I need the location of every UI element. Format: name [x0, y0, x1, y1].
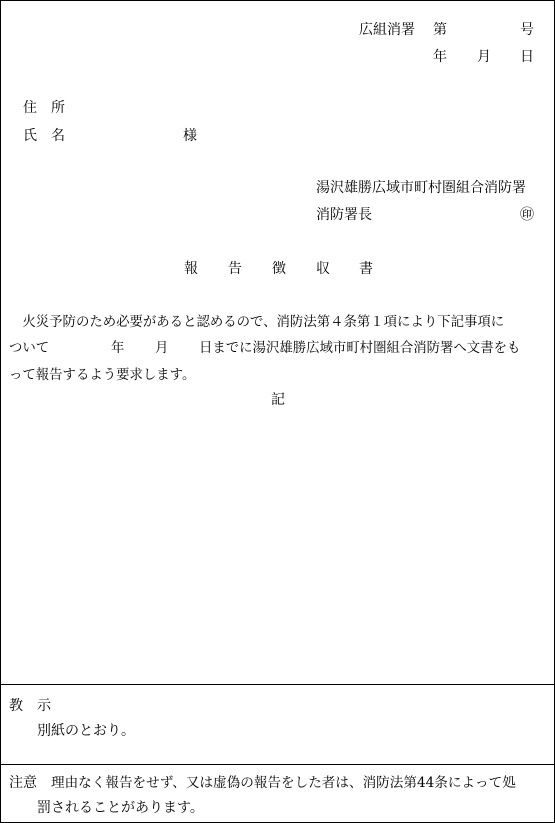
ki-mark: 記: [271, 392, 285, 408]
instruction-text: 別紙のとおり。: [37, 723, 135, 739]
notice-line-1: 理由なく報告をせず、又は虚偽の報告をした者は、消防法第44条によって処: [51, 775, 516, 791]
office-name: 広組消署: [359, 22, 415, 38]
body-line-1: 火災予防のため必要があると認めるので、消防法第４条第１項により下記事項に: [9, 315, 505, 330]
date-month: 月: [477, 49, 491, 65]
title-char-2: 告: [228, 261, 242, 277]
name-label: 氏 名: [23, 128, 65, 144]
divider-notice: [1, 764, 554, 765]
honorific: 様: [183, 128, 197, 144]
body-line-3: って報告するよう要求します。: [9, 368, 196, 383]
issuer-title: 消防署長: [316, 207, 372, 223]
body-line-2-start: ついて: [9, 341, 50, 356]
title-char-5: 書: [359, 261, 373, 277]
seal-mark: ㊞: [520, 207, 534, 223]
title-char-3: 徴: [272, 261, 286, 277]
title-char-4: 収: [316, 261, 330, 277]
instruction-label: 教 示: [9, 698, 51, 714]
notice-line-2: 罰されることがあります。: [37, 800, 204, 816]
date-year: 年: [433, 49, 447, 65]
number-prefix: 第: [433, 22, 447, 38]
number-suffix: 号: [520, 22, 534, 38]
address-label: 住 所: [23, 100, 65, 116]
body-line-2-year: 年: [111, 341, 125, 356]
issuer-organization: 湯沢雄勝広域市町村圏組合消防署: [316, 180, 526, 196]
date-day: 日: [520, 49, 534, 65]
body-line-2-end: 日までに湯沢雄勝広域市町村圏組合消防署へ文書をも: [199, 341, 521, 356]
body-line-2-month: 月: [155, 341, 169, 356]
divider-instruction: [1, 684, 554, 685]
title-char-1: 報: [184, 261, 198, 277]
notice-label: 注意: [9, 775, 37, 791]
